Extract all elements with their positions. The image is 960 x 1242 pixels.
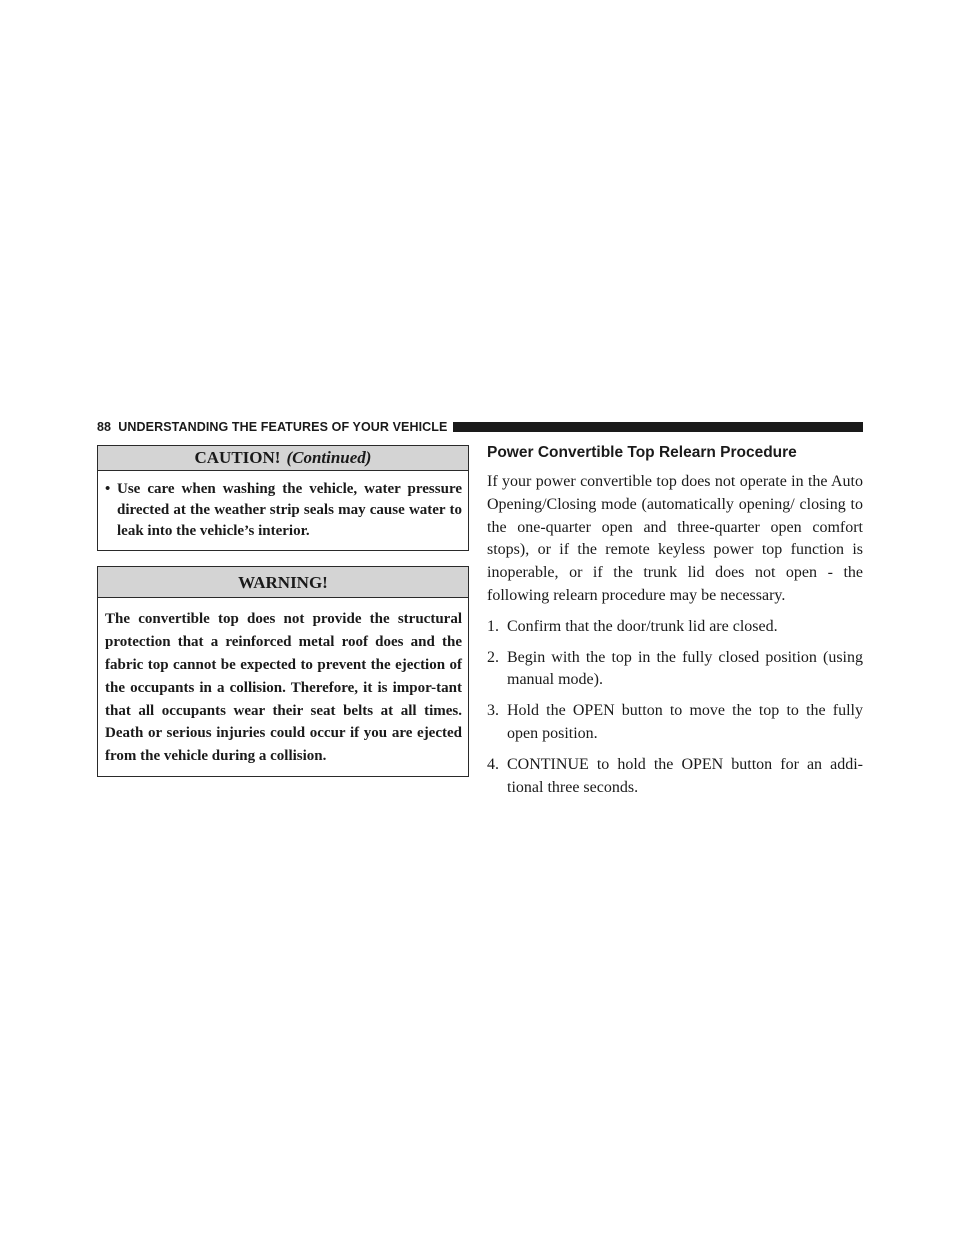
step-number: 4. [487, 755, 499, 773]
step-text: Begin with the top in the fully closed position (using manual mode). [507, 648, 863, 689]
caution-subtitle: (Continued) [286, 448, 372, 467]
section-heading: Power Convertible Top Relearn Procedure [487, 444, 797, 461]
left-column [97, 445, 469, 777]
caution-box [97, 445, 469, 551]
procedure-steps [487, 616, 863, 800]
chapter-title: UNDERSTANDING THE FEATURES OF YOUR VEHICLE [118, 420, 448, 434]
right-column [487, 443, 863, 807]
page-number: 88 [97, 420, 112, 434]
warning-title: WARNING! [238, 573, 328, 593]
procedure-step [487, 647, 863, 693]
header-rule [453, 422, 863, 432]
caution-bullet-item [98, 471, 468, 550]
step-number: 2. [487, 648, 499, 666]
caution-title: CAUTION! [194, 448, 281, 467]
warning-text: The convertible top does not provide the structural protection that a reinforced metal roof does and the fabric top cannot be expected to prevent the ejection of the occupants in a collision. Therefore, it is impor-tant that all occupants wear their seat belts at all times. Death or serious injuries could occur if you are ejected from the vehicle during a collision. [105, 611, 462, 765]
step-text: Hold the OPEN button to move the top to the fully open position. [507, 702, 863, 742]
caution-title-bar [98, 446, 468, 471]
section-intro: If your power convertible top does not operate in the Auto Opening/Closing mode (automatically opening/ closing to the one-quarter open and three-quarter open comfort stops), or if the remote keyless power top function is inoperable, or if the trunk lid does not open - the following relearn procedure may be necessary. [487, 473, 863, 604]
warning-box [97, 566, 469, 777]
step-number: 1. [487, 617, 499, 635]
step-number: 3. [487, 702, 499, 720]
procedure-step [487, 616, 863, 639]
procedure-step [487, 754, 863, 800]
warning-title-bar [98, 567, 468, 598]
page-header-text [97, 420, 447, 434]
caution-bullet-text: Use care when washing the vehicle, water pressure directed at the weather strip seals may cause water to leak into the vehicle’s interior. [117, 481, 462, 539]
bullet-icon: • [105, 481, 111, 497]
step-text: Confirm that the door/trunk lid are closed. [507, 617, 778, 635]
page-header [97, 418, 863, 436]
step-text: CONTINUE to hold the OPEN button for an addi-tional three seconds. [507, 755, 863, 796]
procedure-step [487, 700, 863, 746]
